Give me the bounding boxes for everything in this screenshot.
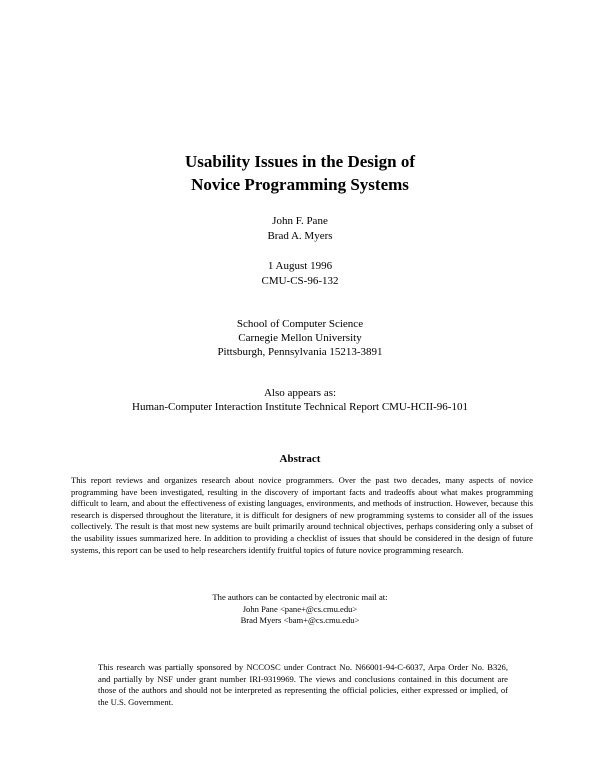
contact-info [0,592,600,627]
title-line-1: Usability Issues in the Design of [184,152,415,171]
also-appears-text: Human-Computer Interaction Institute Technical Report CMU-HCII-96-101 [132,401,468,413]
paper-title [0,150,600,196]
report-number: CMU-CS-96-132 [261,275,339,287]
contact-intro: The authors can be contacted by electronic mail at: [212,592,388,602]
abstract-body: This report reviews and organizes research about novice programmers. Over the past two decades, many aspects of novice programming have been investigated, resulting in the discovery of important facts and tradeoffs about what makes programming difficult to learn, and about the effectiveness of existing languages, environments, and methods of instruction. However, because this research is dispersed throughout the literature, it is difficult for designers of new programming systems to consider all of the issues collectively. The result is that most new systems are built primarily around technical objectives, perhaps considering only a subset of the usability issues summarized here. In addition to providing a checklist of issues that should be considered in the design of future systems, this report can be used to help researchers identify fruitful topics of future novice programming research. [71,475,533,555]
author-1: John F. Pane [272,215,328,227]
institution-university: Carnegie Mellon University [238,332,362,344]
institution [0,317,600,359]
also-appears [0,386,600,414]
report-date: 1 August 1996 [267,260,333,272]
also-appears-label: Also appears as: [263,387,337,399]
institution-address: Pittsburgh, Pennsylvania 15213-3891 [217,346,383,358]
contact-pane: John Pane <pane+@cs.cmu.edu> [242,603,358,614]
institution-school: School of Computer Science [236,318,364,330]
report-info [0,259,600,289]
author-2: Brad A. Myers [267,230,333,242]
title-line-2: Novice Programming Systems [191,175,409,194]
abstract-heading: Abstract [279,453,321,465]
funding-note: This research was partially sponsored by NCCOSC under Contract No. N66001-94-C-6037, Arpa Order No. B326, and partially by NSF under grant number IRI-9319969. The views and conclusions contained in this document are those of the authors and should not be interpreted as representing the official policies, either expressed or implied, of the U.S. Government. [98,662,508,707]
contact-myers: Brad Myers <bam+@cs.cmu.edu> [240,615,360,626]
authors [0,214,600,244]
